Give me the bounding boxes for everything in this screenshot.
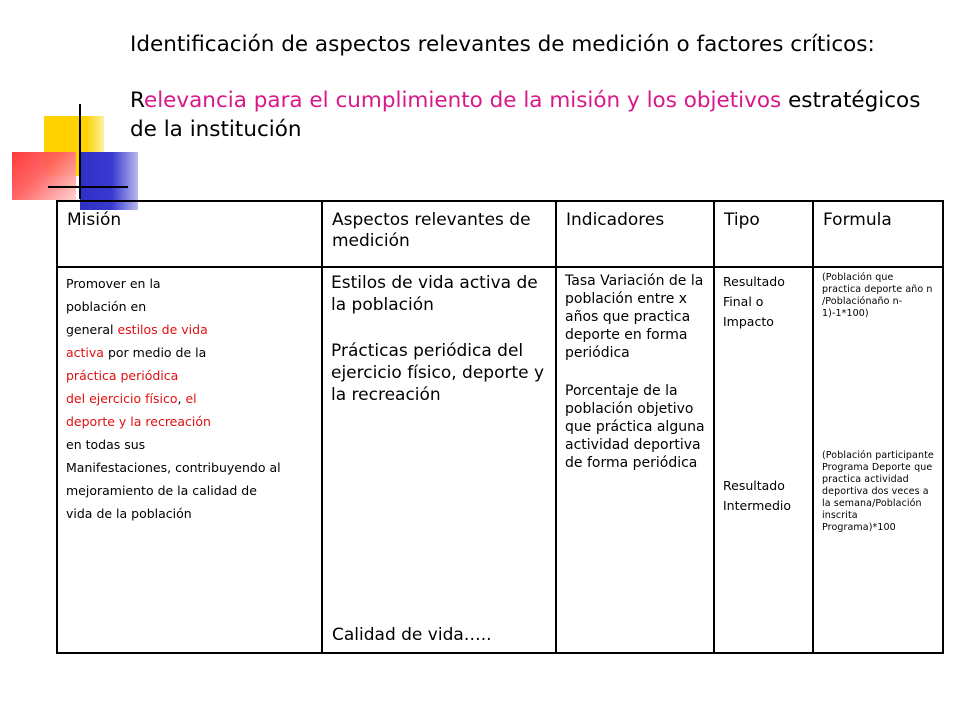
mision-highlight: el bbox=[185, 391, 197, 406]
header-indicadores: Indicadores bbox=[556, 201, 714, 267]
mision-line: Promover en la bbox=[66, 276, 161, 291]
tipo-text: Intermedio bbox=[723, 498, 792, 513]
decor-vertical-line bbox=[79, 104, 81, 199]
mision-highlight: activa bbox=[66, 345, 104, 360]
tipo-text: Resultado bbox=[723, 478, 785, 493]
header-row bbox=[57, 201, 943, 267]
aspecto-item: Prácticas periódica del ejercicio físico, deporte y la recreación bbox=[331, 341, 545, 405]
mision-line bbox=[66, 318, 313, 341]
indicadores-cell bbox=[556, 267, 714, 653]
decor-horizontal-line bbox=[48, 186, 128, 188]
header-mision: Misión bbox=[57, 201, 322, 267]
indicador-item: Porcentaje de la población objetivo que práctica alguna actividad deportiva de forma periódica bbox=[565, 383, 705, 471]
formula-text: (Población participante Programa Deporte que practica actividad deportiva dos veces a la semana/Población inscrita Programa)*100 bbox=[822, 450, 934, 533]
relevance-table bbox=[56, 200, 944, 654]
mision-highlight: estilos de vida bbox=[117, 322, 208, 337]
aspecto-item: Calidad de vida….. bbox=[332, 625, 492, 645]
mision-text: general bbox=[66, 322, 118, 337]
mision-highlight: deporte y la recreación bbox=[66, 414, 211, 429]
slide-title bbox=[130, 30, 930, 144]
mision-highlight: del ejercicio físico bbox=[66, 391, 178, 406]
mision-text: , bbox=[177, 391, 186, 406]
mision-line: Manifestaciones, contribuyendo al bbox=[66, 460, 281, 475]
table-row bbox=[57, 267, 943, 653]
header-tipo: Tipo bbox=[714, 201, 813, 267]
decor-red-square bbox=[12, 152, 76, 200]
aspectos-cell bbox=[322, 267, 556, 653]
header-formula: Formula bbox=[813, 201, 943, 267]
indicador-item: Tasa Variación de la población entre x años que practica deporte en forma periódica bbox=[565, 273, 704, 361]
mision-line: vida de la población bbox=[66, 506, 192, 521]
mision-text: por medio de la bbox=[103, 345, 207, 360]
mision-cell bbox=[57, 267, 322, 653]
tipo-cell bbox=[714, 267, 813, 653]
mision-line bbox=[66, 387, 313, 410]
title-line-2 bbox=[130, 86, 930, 144]
tipo-text: Resultado bbox=[723, 274, 785, 289]
title-line-1: Identificación de aspectos relevantes de medición o factores críticos: bbox=[130, 32, 875, 57]
title-highlight: elevancia para el cumplimiento de la misión y los objetivos bbox=[143, 88, 782, 113]
tipo-text: Final o Impacto bbox=[723, 294, 774, 329]
aspecto-item: Estilos de vida activa de la población bbox=[331, 273, 538, 315]
formula-cell bbox=[813, 267, 943, 653]
header-aspectos: Aspectos relevantes de medición bbox=[322, 201, 556, 267]
mision-line bbox=[66, 341, 313, 364]
mision-line: mejoramiento de la calidad de bbox=[66, 483, 257, 498]
mision-line: población en bbox=[66, 299, 147, 314]
title-initial: R bbox=[130, 88, 144, 113]
title-rest: estratégicos de la institución bbox=[130, 88, 921, 142]
formula-text: (Población que practica deporte año n /Poblaciónaño n-1)-1*100) bbox=[822, 272, 933, 319]
mision-highlight: práctica periódica bbox=[66, 368, 179, 383]
mision-line: en todas sus bbox=[66, 437, 146, 452]
